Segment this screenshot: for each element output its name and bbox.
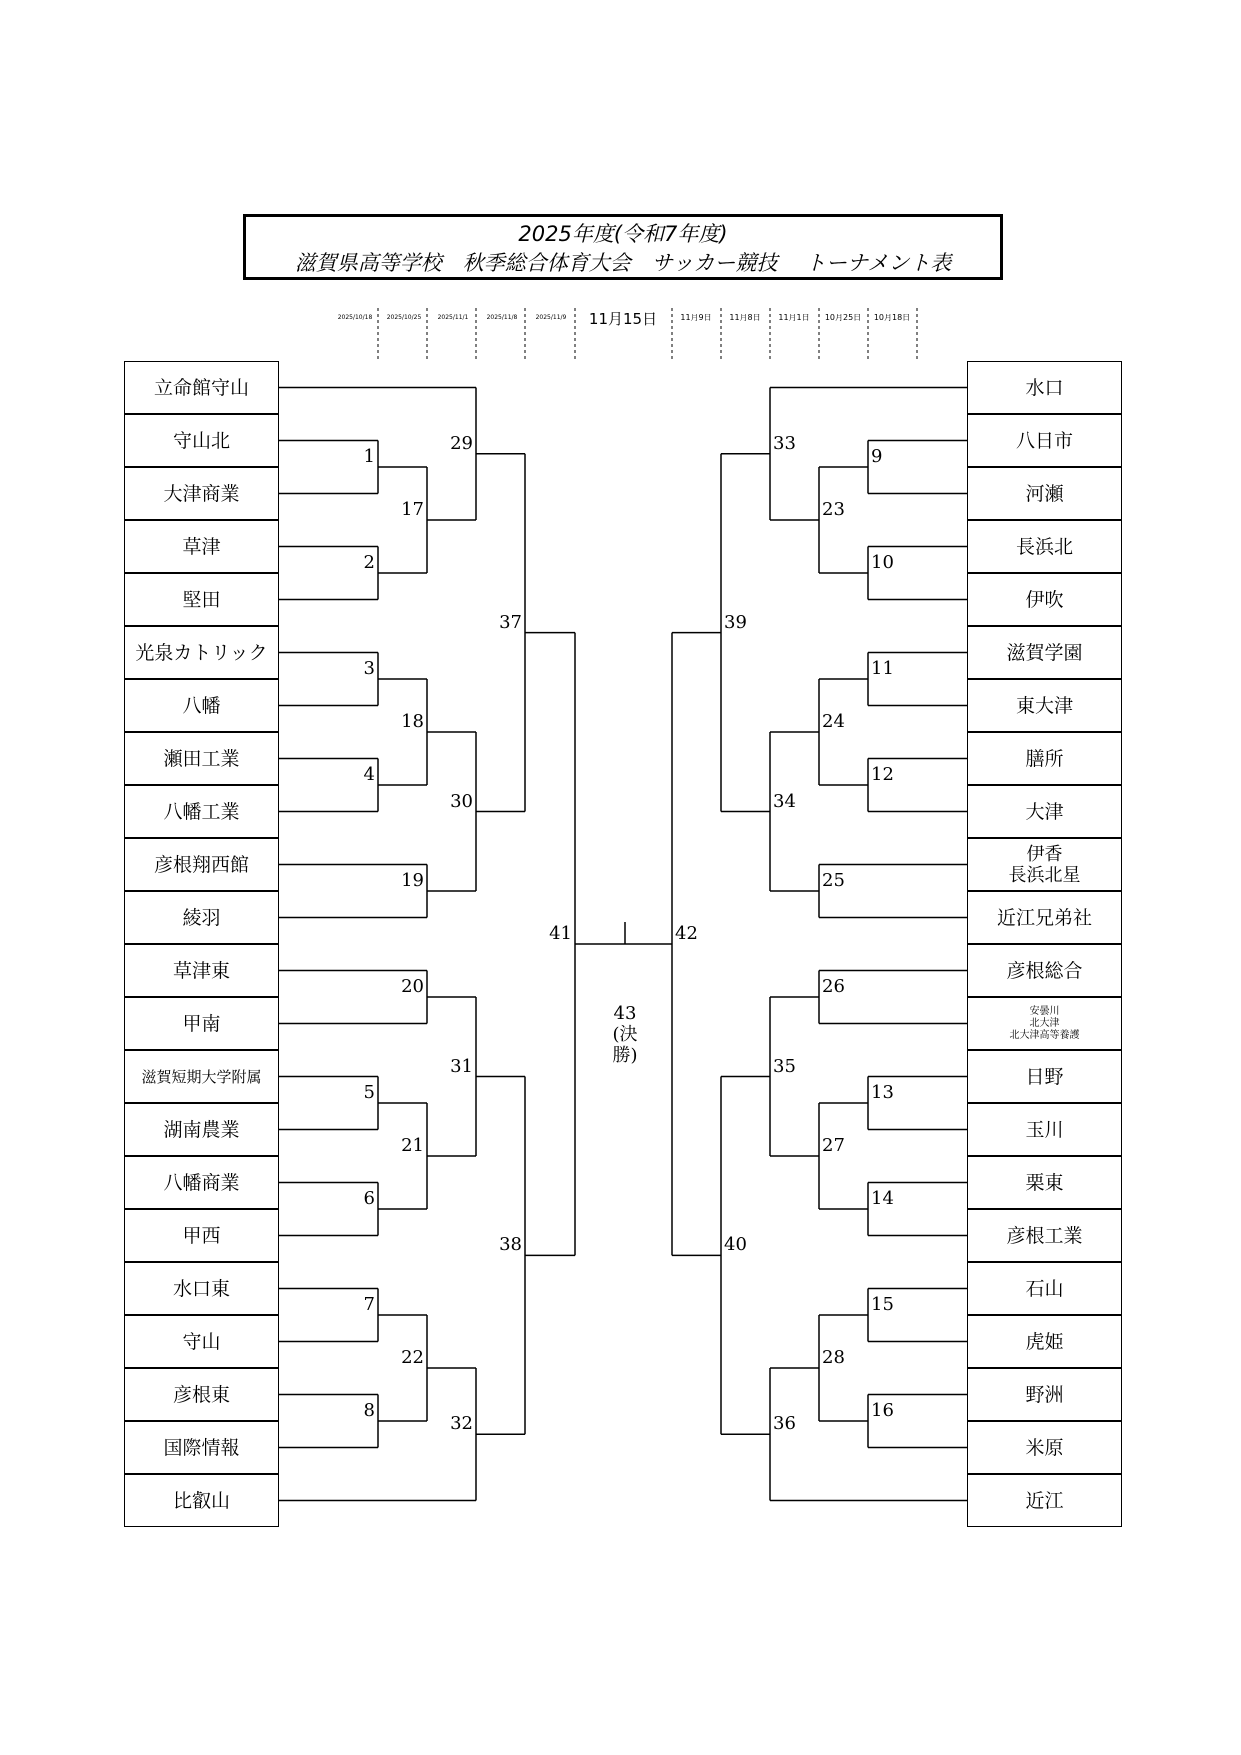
- date-right-5: 10月18日: [873, 314, 911, 322]
- team-right: 野洲: [967, 1368, 1122, 1421]
- final-match-label: [600, 1003, 650, 1066]
- final-caption: (決勝): [612, 1024, 638, 1066]
- match-number: 36: [773, 1413, 796, 1435]
- match-number: 24: [822, 711, 845, 732]
- match-number: 30: [450, 790, 473, 812]
- team-right: 虎姫: [967, 1315, 1122, 1368]
- team-left: 八幡: [124, 679, 279, 732]
- team-left: 彦根翔西館: [124, 838, 279, 891]
- team-left: 瀬田工業: [124, 732, 279, 785]
- match-number: 41: [549, 923, 572, 944]
- team-left: 草津東: [124, 944, 279, 997]
- team-right: 河瀬: [967, 467, 1122, 520]
- team-right: 滋賀学園: [967, 626, 1122, 679]
- match-number: 2: [363, 552, 375, 573]
- team-right: 安曇川 北大津 北大津高等養護: [967, 997, 1122, 1050]
- match-number: 39: [724, 611, 747, 633]
- match-number: 27: [822, 1135, 845, 1156]
- match-number: 29: [450, 432, 473, 454]
- team-right: 米原: [967, 1421, 1122, 1474]
- match-number: 31: [450, 1055, 473, 1077]
- date-left-2: 2025/10/25: [386, 314, 422, 321]
- match-number: 4: [363, 764, 375, 785]
- match-number: 25: [822, 870, 845, 891]
- team-right: 膳所: [967, 732, 1122, 785]
- match-number: 12: [871, 764, 894, 785]
- team-left: 甲西: [124, 1209, 279, 1262]
- match-number: 15: [871, 1294, 894, 1315]
- team-left: 守山: [124, 1315, 279, 1368]
- date-right-1: 11月9日: [680, 314, 712, 322]
- team-left: 滋賀短期大学附属: [124, 1050, 279, 1103]
- match-number: 33: [773, 432, 796, 454]
- match-number: 22: [401, 1347, 424, 1368]
- team-right: 彦根総合: [967, 944, 1122, 997]
- team-left: 甲南: [124, 997, 279, 1050]
- match-number: 26: [822, 976, 845, 997]
- team-left: 堅田: [124, 573, 279, 626]
- match-number: 19: [401, 870, 424, 891]
- team-right: 石山: [967, 1262, 1122, 1315]
- match-number: 32: [450, 1413, 473, 1435]
- team-right: 伊香 長浜北星: [967, 838, 1122, 891]
- team-right: 東大津: [967, 679, 1122, 732]
- match-number: 9: [871, 446, 883, 467]
- team-right: 近江兄弟社: [967, 891, 1122, 944]
- match-number: 14: [871, 1188, 894, 1209]
- match-number: 8: [363, 1400, 375, 1421]
- match-number: 13: [871, 1082, 894, 1103]
- match-number: 23: [822, 499, 845, 520]
- team-right: 長浜北: [967, 520, 1122, 573]
- match-number: 5: [363, 1082, 375, 1103]
- team-right: 彦根工業: [967, 1209, 1122, 1262]
- team-left: 大津商業: [124, 467, 279, 520]
- match-number: 38: [499, 1234, 522, 1256]
- match-number: 37: [499, 611, 522, 633]
- match-number: 34: [773, 790, 796, 812]
- bracket-paths: [279, 388, 967, 1501]
- team-left: 比叡山: [124, 1474, 279, 1527]
- team-right: 近江: [967, 1474, 1122, 1527]
- team-left: 八幡商業: [124, 1156, 279, 1209]
- match-number: 6: [363, 1188, 375, 1209]
- team-right: 栗東: [967, 1156, 1122, 1209]
- match-number: 10: [871, 552, 894, 573]
- team-left: 八幡工業: [124, 785, 279, 838]
- match-number: 7: [363, 1294, 375, 1315]
- date-right-3: 11月1日: [778, 314, 810, 322]
- match-number: 18: [401, 711, 424, 732]
- match-number: 1: [363, 446, 375, 467]
- team-right: 日野: [967, 1050, 1122, 1103]
- date-right-4: 10月25日: [824, 314, 862, 322]
- match-number: 16: [871, 1400, 894, 1421]
- match-number: 20: [401, 976, 424, 997]
- match-number: 11: [871, 658, 894, 679]
- date-center: 11月15日: [588, 310, 658, 328]
- team-left: 綾羽: [124, 891, 279, 944]
- date-left-3: 2025/11/1: [437, 314, 469, 321]
- team-right: 伊吹: [967, 573, 1122, 626]
- team-left: 湖南農業: [124, 1103, 279, 1156]
- team-right: 大津: [967, 785, 1122, 838]
- match-number: 42: [675, 923, 698, 944]
- title-line-1: 2025年度(令和7年度): [518, 222, 728, 246]
- match-number: 21: [401, 1135, 424, 1156]
- match-number: 17: [401, 499, 424, 520]
- date-separators: [378, 308, 917, 362]
- date-left-4: 2025/11/8: [486, 314, 518, 321]
- team-left: 草津: [124, 520, 279, 573]
- date-left-5: 2025/11/9: [535, 314, 567, 321]
- match-number: 3: [363, 658, 375, 679]
- date-left-1: 2025/10/18: [337, 314, 373, 321]
- team-right: 玉川: [967, 1103, 1122, 1156]
- match-number: 35: [773, 1055, 796, 1077]
- title-line-2: 滋賀県高等学校 秋季総合体育大会 サッカー競技 トーナメント表: [294, 251, 952, 275]
- team-left: 彦根東: [124, 1368, 279, 1421]
- match-number: 40: [724, 1234, 747, 1256]
- team-left: 光泉カトリック: [124, 626, 279, 679]
- team-right: 水口: [967, 361, 1122, 414]
- team-right: 八日市: [967, 414, 1122, 467]
- final-number: 43: [613, 1003, 637, 1024]
- match-number: 28: [822, 1347, 845, 1368]
- team-left: 守山北: [124, 414, 279, 467]
- team-left: 立命館守山: [124, 361, 279, 414]
- team-left: 国際情報: [124, 1421, 279, 1474]
- date-right-2: 11月8日: [729, 314, 761, 322]
- team-left: 水口東: [124, 1262, 279, 1315]
